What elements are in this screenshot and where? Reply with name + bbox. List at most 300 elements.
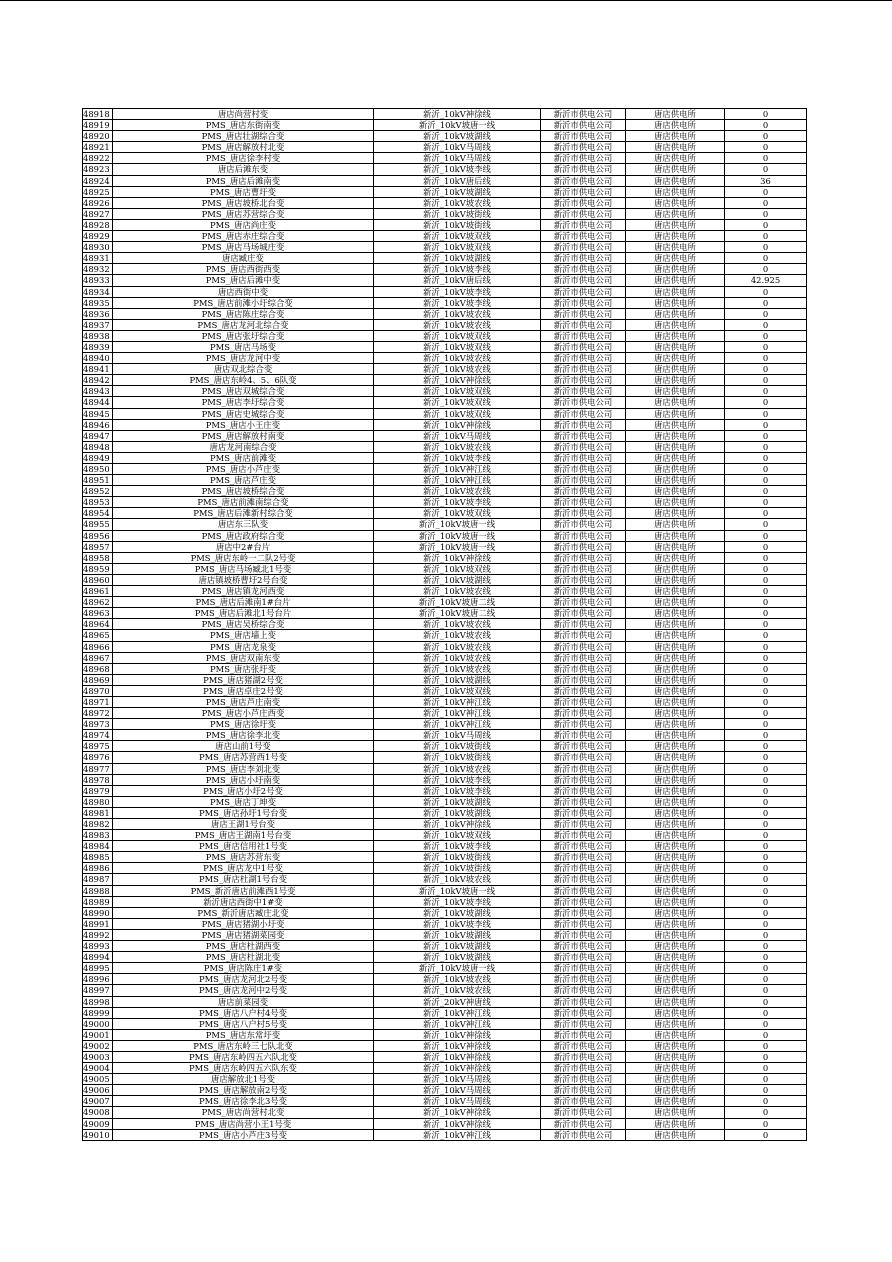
table-row	[83, 1063, 807, 1074]
cell-supply-station: 唐店供电所	[626, 319, 725, 330]
cell-transformer-name: PMS_新沂唐店前滩西1号变	[113, 885, 374, 896]
cell-transformer-name: 唐店后滩东变	[113, 164, 374, 175]
cell-feeder-line: 新沂_10kV坡湖线	[374, 574, 541, 585]
table-row	[83, 1096, 807, 1107]
cell-power-company: 新沂市供电公司	[541, 330, 626, 341]
cell-transformer-name: PMS_唐店徐李北变	[113, 730, 374, 741]
cell-feeder-line: 新沂_10kV神江线	[374, 1018, 541, 1029]
cell-record-id: 48941	[83, 364, 113, 375]
cell-record-id: 48950	[83, 464, 113, 475]
cell-record-id: 48994	[83, 952, 113, 963]
cell-power-company: 新沂市供电公司	[541, 941, 626, 952]
table-row	[83, 308, 807, 319]
transformer-table-body	[83, 109, 807, 1141]
cell-value: 0	[725, 918, 807, 929]
cell-feeder-line: 新沂_10kV坡农线	[374, 353, 541, 364]
cell-power-company: 新沂市供电公司	[541, 408, 626, 419]
table-row	[83, 1007, 807, 1018]
cell-transformer-name: PMS_唐店马场变	[113, 341, 374, 352]
cell-supply-station: 唐店供电所	[626, 197, 725, 208]
cell-record-id: 48964	[83, 619, 113, 630]
cell-record-id: 48925	[83, 186, 113, 197]
cell-value: 0	[725, 885, 807, 896]
cell-supply-station: 唐店供电所	[626, 619, 725, 630]
cell-feeder-line: 新沂_10kV坡湖线	[374, 796, 541, 807]
cell-value: 0	[725, 508, 807, 519]
cell-transformer-name: 唐店解放北1号变	[113, 1074, 374, 1085]
cell-supply-station: 唐店供电所	[626, 663, 725, 674]
cell-record-id: 48984	[83, 841, 113, 852]
cell-feeder-line: 新沂_10kV坡农线	[374, 974, 541, 985]
cell-supply-station: 唐店供电所	[626, 109, 725, 120]
cell-transformer-name: 唐店镇坡桥曹圩2号台变	[113, 574, 374, 585]
cell-transformer-name: PMS_唐店卓庄2号变	[113, 685, 374, 696]
transformer-table	[82, 108, 807, 1141]
cell-transformer-name: 唐店双北综合变	[113, 364, 374, 375]
cell-transformer-name: PMS_唐店壮湖综合变	[113, 131, 374, 142]
cell-transformer-name: PMS_唐店东岭4、5、6队变	[113, 375, 374, 386]
cell-value: 0	[725, 364, 807, 375]
cell-value: 0	[725, 1074, 807, 1085]
cell-record-id: 48951	[83, 475, 113, 486]
table-row	[83, 330, 807, 341]
cell-record-id: 48987	[83, 874, 113, 885]
cell-feeder-line: 新沂_10kV坡唐一线	[374, 120, 541, 131]
cell-value: 42.925	[725, 275, 807, 286]
cell-record-id: 48978	[83, 774, 113, 785]
cell-feeder-line: 新沂_10kV坡街线	[374, 219, 541, 230]
cell-supply-station: 唐店供电所	[626, 586, 725, 597]
cell-feeder-line: 新沂_10kV神徐线	[374, 1029, 541, 1040]
cell-transformer-name: PMS_唐店猪湖菜园变	[113, 929, 374, 940]
cell-transformer-name: PMS_唐店前滩南综合变	[113, 497, 374, 508]
table-row	[83, 131, 807, 142]
table-row	[83, 630, 807, 641]
cell-power-company: 新沂市供电公司	[541, 896, 626, 907]
cell-value: 0	[725, 208, 807, 219]
cell-feeder-line: 新沂_10kV神江线	[374, 1007, 541, 1018]
cell-value: 0	[725, 574, 807, 585]
cell-power-company: 新沂市供电公司	[541, 120, 626, 131]
cell-supply-station: 唐店供电所	[626, 452, 725, 463]
cell-feeder-line: 新沂_10kV坡农线	[374, 308, 541, 319]
cell-feeder-line: 新沂_10kV坡双线	[374, 397, 541, 408]
table-row	[83, 763, 807, 774]
table-row	[83, 242, 807, 253]
cell-record-id: 48991	[83, 918, 113, 929]
table-row	[83, 353, 807, 364]
cell-power-company: 新沂市供电公司	[541, 319, 626, 330]
cell-transformer-name: PMS_唐店张圩综合变	[113, 330, 374, 341]
cell-feeder-line: 新沂_10kV坡唐一线	[374, 519, 541, 530]
cell-value: 0	[725, 852, 807, 863]
cell-transformer-name: PMS_唐店陈庄综合变	[113, 308, 374, 319]
cell-transformer-name: PMS_唐店杜湖北变	[113, 952, 374, 963]
cell-feeder-line: 新沂_10kV神江线	[374, 696, 541, 707]
table-row	[83, 708, 807, 719]
cell-power-company: 新沂市供电公司	[541, 674, 626, 685]
cell-transformer-name: PMS_唐店小圩2号变	[113, 785, 374, 796]
cell-transformer-name: 唐店西街中变	[113, 286, 374, 297]
cell-transformer-name: PMS_唐店孙圩1号台变	[113, 807, 374, 818]
page-top-rule	[0, 0, 892, 1]
cell-supply-station: 唐店供电所	[626, 186, 725, 197]
table-row	[83, 852, 807, 863]
cell-supply-station: 唐店供电所	[626, 1029, 725, 1040]
cell-feeder-line: 新沂_10kV坡唐一线	[374, 530, 541, 541]
cell-power-company: 新沂市供电公司	[541, 341, 626, 352]
cell-transformer-name: PMS_唐店解放南2号变	[113, 1085, 374, 1096]
cell-power-company: 新沂市供电公司	[541, 752, 626, 763]
cell-supply-station: 唐店供电所	[626, 552, 725, 563]
cell-feeder-line: 新沂_10kV坡街线	[374, 852, 541, 863]
cell-value: 0	[725, 219, 807, 230]
cell-feeder-line: 新沂_10kV坡湖线	[374, 131, 541, 142]
cell-value: 0	[725, 519, 807, 530]
cell-feeder-line: 新沂_10kV神徐线	[374, 552, 541, 563]
table-row	[83, 741, 807, 752]
cell-feeder-line: 新沂_10kV坡农线	[374, 441, 541, 452]
cell-transformer-name: PMS_唐店后滩中变	[113, 275, 374, 286]
cell-transformer-name: PMS_唐店墙上变	[113, 630, 374, 641]
cell-feeder-line: 新沂_10kV坡农线	[374, 652, 541, 663]
table-row	[83, 375, 807, 386]
cell-feeder-line: 新沂_10kV坡农线	[374, 663, 541, 674]
cell-value: 0	[725, 841, 807, 852]
cell-transformer-name: PMS_唐店坡桥综合变	[113, 486, 374, 497]
cell-power-company: 新沂市供电公司	[541, 1007, 626, 1018]
cell-power-company: 新沂市供电公司	[541, 430, 626, 441]
table-row	[83, 253, 807, 264]
cell-record-id: 48975	[83, 741, 113, 752]
cell-transformer-name: PMS_唐店东岭四五六队东变	[113, 1063, 374, 1074]
cell-feeder-line: 新沂_10kV马周线	[374, 430, 541, 441]
cell-feeder-line: 新沂_10kV坡农线	[374, 874, 541, 885]
cell-value: 0	[725, 586, 807, 597]
cell-supply-station: 唐店供电所	[626, 330, 725, 341]
cell-feeder-line: 新沂_10kV坡街线	[374, 752, 541, 763]
cell-supply-station: 唐店供电所	[626, 175, 725, 186]
cell-supply-station: 唐店供电所	[626, 830, 725, 841]
cell-record-id: 48953	[83, 497, 113, 508]
cell-feeder-line: 新沂_10kV坡农线	[374, 630, 541, 641]
cell-record-id: 48992	[83, 929, 113, 940]
cell-transformer-name: 唐店尚营村变	[113, 109, 374, 120]
cell-supply-station: 唐店供电所	[626, 708, 725, 719]
cell-feeder-line: 新沂_10kV马周线	[374, 142, 541, 153]
cell-record-id: 48988	[83, 885, 113, 896]
table-row	[83, 552, 807, 563]
table-row	[83, 885, 807, 896]
cell-record-id: 48968	[83, 663, 113, 674]
cell-record-id: 48959	[83, 563, 113, 574]
table-row	[83, 874, 807, 885]
cell-transformer-name: PMS_唐店尚庄变	[113, 219, 374, 230]
cell-value: 0	[725, 142, 807, 153]
cell-feeder-line: 新沂_10kV坡李线	[374, 841, 541, 852]
cell-supply-station: 唐店供电所	[626, 652, 725, 663]
cell-record-id: 48938	[83, 330, 113, 341]
table-row	[83, 197, 807, 208]
cell-transformer-name: PMS_唐店小王庄变	[113, 419, 374, 430]
cell-transformer-name: PMS_唐店赤庄综合变	[113, 231, 374, 242]
cell-value: 0	[725, 264, 807, 275]
cell-power-company: 新沂市供电公司	[541, 486, 626, 497]
cell-supply-station: 唐店供电所	[626, 719, 725, 730]
cell-feeder-line: 新沂_20kV神唐线	[374, 996, 541, 1007]
cell-record-id: 48997	[83, 985, 113, 996]
cell-feeder-line: 新沂_10kV坡湖线	[374, 952, 541, 963]
cell-record-id: 48981	[83, 807, 113, 818]
cell-transformer-name: PMS_唐店龙河中2号变	[113, 985, 374, 996]
cell-feeder-line: 新沂_10kV坡李线	[374, 918, 541, 929]
cell-value: 0	[725, 996, 807, 1007]
table-row	[83, 1129, 807, 1140]
cell-feeder-line: 新沂_10kV坡双线	[374, 408, 541, 419]
cell-transformer-name: PMS_唐店史城综合变	[113, 408, 374, 419]
cell-feeder-line: 新沂_10kV坡双线	[374, 341, 541, 352]
cell-feeder-line: 新沂_10kV神徐线	[374, 1063, 541, 1074]
cell-supply-station: 唐店供电所	[626, 1107, 725, 1118]
cell-transformer-name: PMS_唐店双南东变	[113, 652, 374, 663]
cell-power-company: 新沂市供电公司	[541, 164, 626, 175]
cell-supply-station: 唐店供电所	[626, 508, 725, 519]
cell-record-id: 49006	[83, 1085, 113, 1096]
cell-value: 0	[725, 120, 807, 131]
cell-value: 0	[725, 674, 807, 685]
cell-feeder-line: 新沂_10kV坡李线	[374, 452, 541, 463]
cell-feeder-line: 新沂_10kV坡李线	[374, 774, 541, 785]
cell-supply-station: 唐店供电所	[626, 208, 725, 219]
cell-record-id: 48949	[83, 452, 113, 463]
table-row	[83, 1085, 807, 1096]
table-row	[83, 341, 807, 352]
cell-value: 0	[725, 1007, 807, 1018]
cell-supply-station: 唐店供电所	[626, 397, 725, 408]
cell-record-id: 48999	[83, 1007, 113, 1018]
cell-record-id: 49010	[83, 1129, 113, 1140]
cell-feeder-line: 新沂_10kV坡李线	[374, 497, 541, 508]
cell-transformer-name: PMS_唐店芦庄南变	[113, 696, 374, 707]
cell-supply-station: 唐店供电所	[626, 297, 725, 308]
cell-supply-station: 唐店供电所	[626, 1063, 725, 1074]
cell-power-company: 新沂市供电公司	[541, 663, 626, 674]
cell-power-company: 新沂市供电公司	[541, 996, 626, 1007]
cell-value: 0	[725, 109, 807, 120]
cell-value: 0	[725, 896, 807, 907]
cell-transformer-name: 唐店龙河南综合变	[113, 441, 374, 452]
cell-power-company: 新沂市供电公司	[541, 375, 626, 386]
cell-value: 0	[725, 441, 807, 452]
table-row	[83, 563, 807, 574]
cell-power-company: 新沂市供电公司	[541, 918, 626, 929]
cell-supply-station: 唐店供电所	[626, 630, 725, 641]
cell-supply-station: 唐店供电所	[626, 231, 725, 242]
cell-value: 0	[725, 330, 807, 341]
cell-transformer-name: PMS_唐店龙中1号变	[113, 863, 374, 874]
cell-power-company: 新沂市供电公司	[541, 508, 626, 519]
cell-supply-station: 唐店供电所	[626, 1074, 725, 1085]
table-row	[83, 275, 807, 286]
cell-record-id: 48971	[83, 696, 113, 707]
cell-supply-station: 唐店供电所	[626, 242, 725, 253]
cell-feeder-line: 新沂_10kV马周线	[374, 153, 541, 164]
cell-feeder-line: 新沂_10kV坡农线	[374, 319, 541, 330]
cell-value: 0	[725, 1018, 807, 1029]
cell-value: 0	[725, 730, 807, 741]
cell-value: 0	[725, 242, 807, 253]
table-row	[83, 497, 807, 508]
cell-value: 0	[725, 985, 807, 996]
cell-supply-station: 唐店供电所	[626, 752, 725, 763]
cell-transformer-name: PMS_唐店八户村4号变	[113, 1007, 374, 1018]
cell-feeder-line: 新沂_10kV神江线	[374, 464, 541, 475]
cell-value: 0	[725, 397, 807, 408]
cell-record-id: 48989	[83, 896, 113, 907]
cell-power-company: 新沂市供电公司	[541, 586, 626, 597]
cell-feeder-line: 新沂_10kV坡李线	[374, 785, 541, 796]
cell-value: 0	[725, 708, 807, 719]
cell-record-id: 48996	[83, 974, 113, 985]
cell-record-id: 48939	[83, 341, 113, 352]
cell-record-id: 48995	[83, 963, 113, 974]
cell-value: 0	[725, 1118, 807, 1129]
cell-record-id: 48977	[83, 763, 113, 774]
cell-record-id: 48927	[83, 208, 113, 219]
cell-record-id: 48966	[83, 641, 113, 652]
cell-record-id: 48921	[83, 142, 113, 153]
cell-supply-station: 唐店供电所	[626, 1051, 725, 1062]
cell-value: 0	[725, 830, 807, 841]
cell-supply-station: 唐店供电所	[626, 541, 725, 552]
cell-supply-station: 唐店供电所	[626, 963, 725, 974]
cell-power-company: 新沂市供电公司	[541, 741, 626, 752]
cell-value: 0	[725, 597, 807, 608]
cell-value: 0	[725, 475, 807, 486]
cell-transformer-name: PMS_唐店苏营西1号变	[113, 752, 374, 763]
cell-supply-station: 唐店供电所	[626, 730, 725, 741]
cell-transformer-name: PMS_唐店徐李村变	[113, 153, 374, 164]
cell-feeder-line: 新沂_10kV坡唐二线	[374, 608, 541, 619]
cell-transformer-name: PMS_唐店杜湖西变	[113, 941, 374, 952]
cell-transformer-name: PMS_唐店徐圩变	[113, 719, 374, 730]
cell-feeder-line: 新沂_10kV坡农线	[374, 486, 541, 497]
table-row	[83, 464, 807, 475]
cell-record-id: 49005	[83, 1074, 113, 1085]
table-row	[83, 608, 807, 619]
cell-power-company: 新沂市供电公司	[541, 541, 626, 552]
cell-supply-station: 唐店供电所	[626, 941, 725, 952]
cell-record-id: 48982	[83, 819, 113, 830]
cell-value: 0	[725, 231, 807, 242]
table-row	[83, 907, 807, 918]
cell-supply-station: 唐店供电所	[626, 896, 725, 907]
cell-feeder-line: 新沂_10kV坡农线	[374, 763, 541, 774]
table-row	[83, 807, 807, 818]
cell-supply-station: 唐店供电所	[626, 563, 725, 574]
cell-power-company: 新沂市供电公司	[541, 708, 626, 719]
cell-feeder-line: 新沂_10kV坡唐一线	[374, 541, 541, 552]
table-row	[83, 597, 807, 608]
cell-power-company: 新沂市供电公司	[541, 1107, 626, 1118]
cell-power-company: 新沂市供电公司	[541, 1129, 626, 1140]
cell-record-id: 48920	[83, 131, 113, 142]
cell-power-company: 新沂市供电公司	[541, 175, 626, 186]
cell-supply-station: 唐店供电所	[626, 1018, 725, 1029]
cell-supply-station: 唐店供电所	[626, 275, 725, 286]
cell-power-company: 新沂市供电公司	[541, 219, 626, 230]
cell-transformer-name: PMS_唐店东常圩变	[113, 1029, 374, 1040]
cell-feeder-line: 新沂_10kV坡双线	[374, 685, 541, 696]
cell-feeder-line: 新沂_10kV坡李线	[374, 164, 541, 175]
table-row	[83, 830, 807, 841]
cell-feeder-line: 新沂_10kV坡双线	[374, 231, 541, 242]
cell-feeder-line: 新沂_10kV神徐线	[374, 819, 541, 830]
cell-value: 0	[725, 186, 807, 197]
cell-power-company: 新沂市供电公司	[541, 441, 626, 452]
cell-record-id: 48979	[83, 785, 113, 796]
cell-feeder-line: 新沂_10kV坡李线	[374, 896, 541, 907]
cell-feeder-line: 新沂_10kV坡双线	[374, 386, 541, 397]
table-row	[83, 1029, 807, 1040]
cell-feeder-line: 新沂_10kV马周线	[374, 1085, 541, 1096]
table-row	[83, 475, 807, 486]
cell-value: 0	[725, 1063, 807, 1074]
cell-record-id: 48932	[83, 264, 113, 275]
cell-value: 0	[725, 630, 807, 641]
cell-power-company: 新沂市供电公司	[541, 153, 626, 164]
cell-supply-station: 唐店供电所	[626, 142, 725, 153]
table-row	[83, 685, 807, 696]
cell-feeder-line: 新沂_10kV坡农线	[374, 364, 541, 375]
cell-feeder-line: 新沂_10kV坡双线	[374, 508, 541, 519]
cell-transformer-name: PMS_唐店西街西变	[113, 264, 374, 275]
cell-power-company: 新沂市供电公司	[541, 963, 626, 974]
cell-supply-station: 唐店供电所	[626, 952, 725, 963]
table-row	[83, 142, 807, 153]
cell-supply-station: 唐店供电所	[626, 153, 725, 164]
cell-value: 0	[725, 563, 807, 574]
cell-transformer-name: PMS_唐店徐李北3号变	[113, 1096, 374, 1107]
cell-supply-station: 唐店供电所	[626, 574, 725, 585]
table-row	[83, 819, 807, 830]
cell-record-id: 48933	[83, 275, 113, 286]
table-row	[83, 985, 807, 996]
cell-record-id: 48993	[83, 941, 113, 952]
cell-feeder-line: 新沂_10kV唐后线	[374, 175, 541, 186]
cell-power-company: 新沂市供电公司	[541, 630, 626, 641]
cell-value: 0	[725, 430, 807, 441]
cell-record-id: 48935	[83, 297, 113, 308]
cell-transformer-name: PMS_唐店杜湖1号台变	[113, 874, 374, 885]
cell-record-id: 48980	[83, 796, 113, 807]
cell-value: 0	[725, 652, 807, 663]
cell-feeder-line: 新沂_10kV马周线	[374, 1096, 541, 1107]
cell-power-company: 新沂市供电公司	[541, 275, 626, 286]
cell-transformer-name: PMS_唐店后滩南变	[113, 175, 374, 186]
cell-value: 0	[725, 696, 807, 707]
cell-value: 0	[725, 1029, 807, 1040]
cell-feeder-line: 新沂_10kV神徐线	[374, 375, 541, 386]
cell-transformer-name: 唐店王湖1号台变	[113, 819, 374, 830]
cell-transformer-name: PMS_唐店八户村5号变	[113, 1018, 374, 1029]
table-row	[83, 963, 807, 974]
table-row	[83, 419, 807, 430]
cell-supply-station: 唐店供电所	[626, 685, 725, 696]
cell-value: 0	[725, 807, 807, 818]
cell-record-id: 48931	[83, 253, 113, 264]
table-row	[83, 619, 807, 630]
